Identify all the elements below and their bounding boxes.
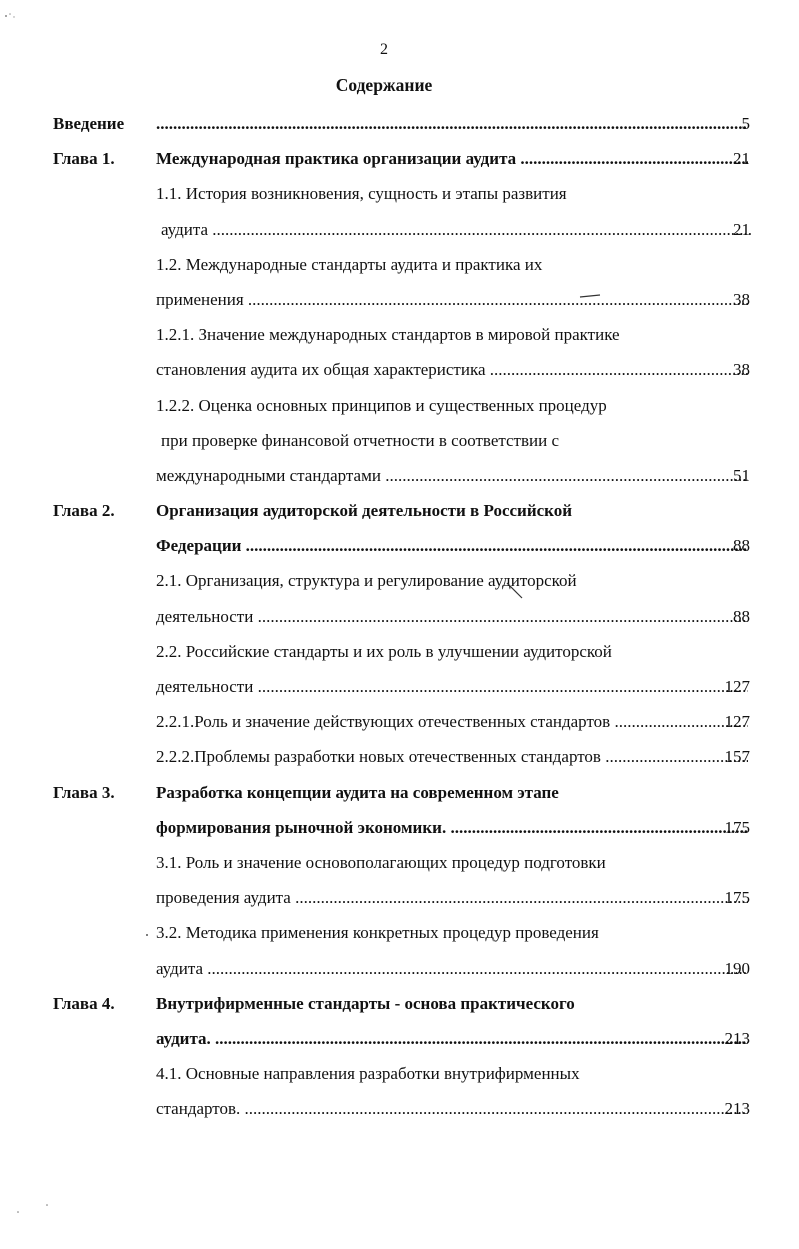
toc-page-number: 213	[724, 1028, 750, 1048]
toc-entry-text: деятельности .....	[156, 599, 748, 634]
toc-entry-text: 2.2. Российские стандарты и их роль в улучшении аудиторской	[156, 641, 612, 661]
toc-line	[53, 458, 750, 493]
toc-entry-text: 2.2.2.Проблемы разработки новых отечественных стандартов .....	[156, 739, 748, 774]
toc-entry-text: Разработка концепции аудита на современном этапе	[156, 782, 559, 802]
toc-line	[53, 599, 750, 634]
toc-line	[53, 528, 750, 563]
toc-entry-text: Международная практика организации аудита .....	[156, 141, 748, 176]
toc-entry-text: 1.2.1. Значение международных стандартов в мировой практике	[156, 325, 620, 345]
toc-line	[53, 845, 750, 880]
toc-entry-text: международными стандартами .....	[156, 458, 748, 493]
toc-line	[53, 247, 750, 282]
toc-entry-text: аудита .....	[156, 212, 753, 247]
toc-line	[53, 634, 750, 669]
toc-line	[53, 1091, 750, 1126]
toc-page-number: 127	[724, 712, 750, 732]
toc-entry-text: 4.1. Основные направления разработки внутрифирменных	[156, 1064, 580, 1084]
toc-chapter-label: Глава 3.	[53, 782, 115, 802]
toc-line	[53, 176, 750, 211]
toc-entry-text	[156, 106, 748, 141]
toc-entry-text: 1.2. Международные стандарты аудита и практика их	[156, 254, 543, 274]
toc-line	[53, 352, 750, 387]
toc-line	[53, 986, 750, 1021]
toc-line	[53, 106, 750, 141]
toc-chapter-label: Глава 4.	[53, 993, 115, 1013]
toc-entry-text: Организация аудиторской деятельности в Российской	[156, 501, 573, 521]
toc-line	[53, 951, 750, 986]
toc-entry-text: Внутрифирменные стандарты - основа практического	[156, 993, 575, 1013]
table-of-contents	[53, 106, 750, 1126]
scan-speck	[13, 16, 14, 17]
toc-page-number: 213	[724, 1099, 750, 1119]
scan-speck	[5, 15, 7, 17]
toc-line	[53, 282, 750, 317]
toc-page-number: 88	[733, 536, 750, 556]
toc-entry-text: 2.1. Организация, структура и регулирование аудиторской	[156, 571, 577, 591]
toc-page-number: 38	[733, 360, 750, 380]
toc-page-number: 21	[733, 149, 750, 169]
toc-page-number: 175	[724, 888, 750, 908]
toc-line	[53, 388, 750, 423]
toc-entry-text: применения .....	[156, 282, 748, 317]
scan-speck	[46, 1204, 48, 1206]
toc-entry-text: аудита. .....	[156, 1021, 748, 1056]
toc-entry-text: Федерации .....	[156, 528, 748, 563]
toc-entry-text: становления аудита их общая характеристика .....	[156, 352, 748, 387]
toc-entry-text: формирования рыночной экономики. .....	[156, 810, 748, 845]
toc-line	[53, 915, 750, 950]
toc-page-number: 157	[724, 747, 750, 767]
toc-line	[53, 317, 750, 352]
toc-page-number: 190	[724, 958, 750, 978]
toc-entry-text: при проверке финансовой отчетности в соответствии с	[161, 430, 560, 450]
toc-title: Содержание	[335, 75, 433, 95]
toc-entry-text: 2.2.1.Роль и значение действующих отечественных стандартов .....	[156, 704, 748, 739]
toc-line	[53, 775, 750, 810]
toc-line	[53, 493, 750, 528]
toc-chapter-label: Глава 2.	[53, 501, 115, 521]
toc-entry-text: 3.1. Роль и значение основополагающих процедур подготовки	[156, 852, 606, 872]
toc-page-number: 51	[733, 465, 750, 485]
toc-line	[53, 1021, 750, 1056]
toc-entry-text: 1.2.2. Оценка основных принципов и существенных процедур	[156, 395, 607, 415]
toc-page-number: 38	[733, 289, 750, 309]
toc-line	[53, 704, 750, 739]
toc-chapter-label: Глава 1.	[53, 149, 115, 169]
toc-entry-text: деятельности .....	[156, 669, 748, 704]
toc-page-number: 5	[741, 114, 750, 133]
toc-line	[53, 880, 750, 915]
toc-entry-text: 3.2. Методика применения конкретных процедур проведения	[156, 923, 599, 943]
toc-page-number: 88	[733, 606, 750, 626]
toc-line	[53, 669, 750, 704]
toc-page-number: 127	[724, 677, 750, 696]
toc-entry-text: 1.1. История возникновения, сущность и этапы развития	[156, 184, 567, 204]
toc-page-number: 21	[733, 219, 750, 239]
toc-line	[53, 563, 750, 598]
toc-entry-text: стандартов. .....	[156, 1091, 748, 1126]
toc-line	[53, 212, 750, 247]
toc-line	[53, 1056, 750, 1091]
toc-line	[53, 739, 750, 774]
toc-line	[53, 810, 750, 845]
toc-chapter-label: Введение	[53, 114, 125, 133]
toc-line	[53, 141, 750, 176]
toc-entry-text: проведения аудита .....	[156, 880, 748, 915]
toc-page-number: 175	[724, 817, 750, 837]
scan-speck	[9, 13, 11, 15]
scan-speck	[17, 1211, 19, 1213]
toc-entry-text: аудита .....	[156, 951, 748, 986]
page-number: 2	[380, 41, 388, 58]
toc-line	[53, 423, 750, 458]
